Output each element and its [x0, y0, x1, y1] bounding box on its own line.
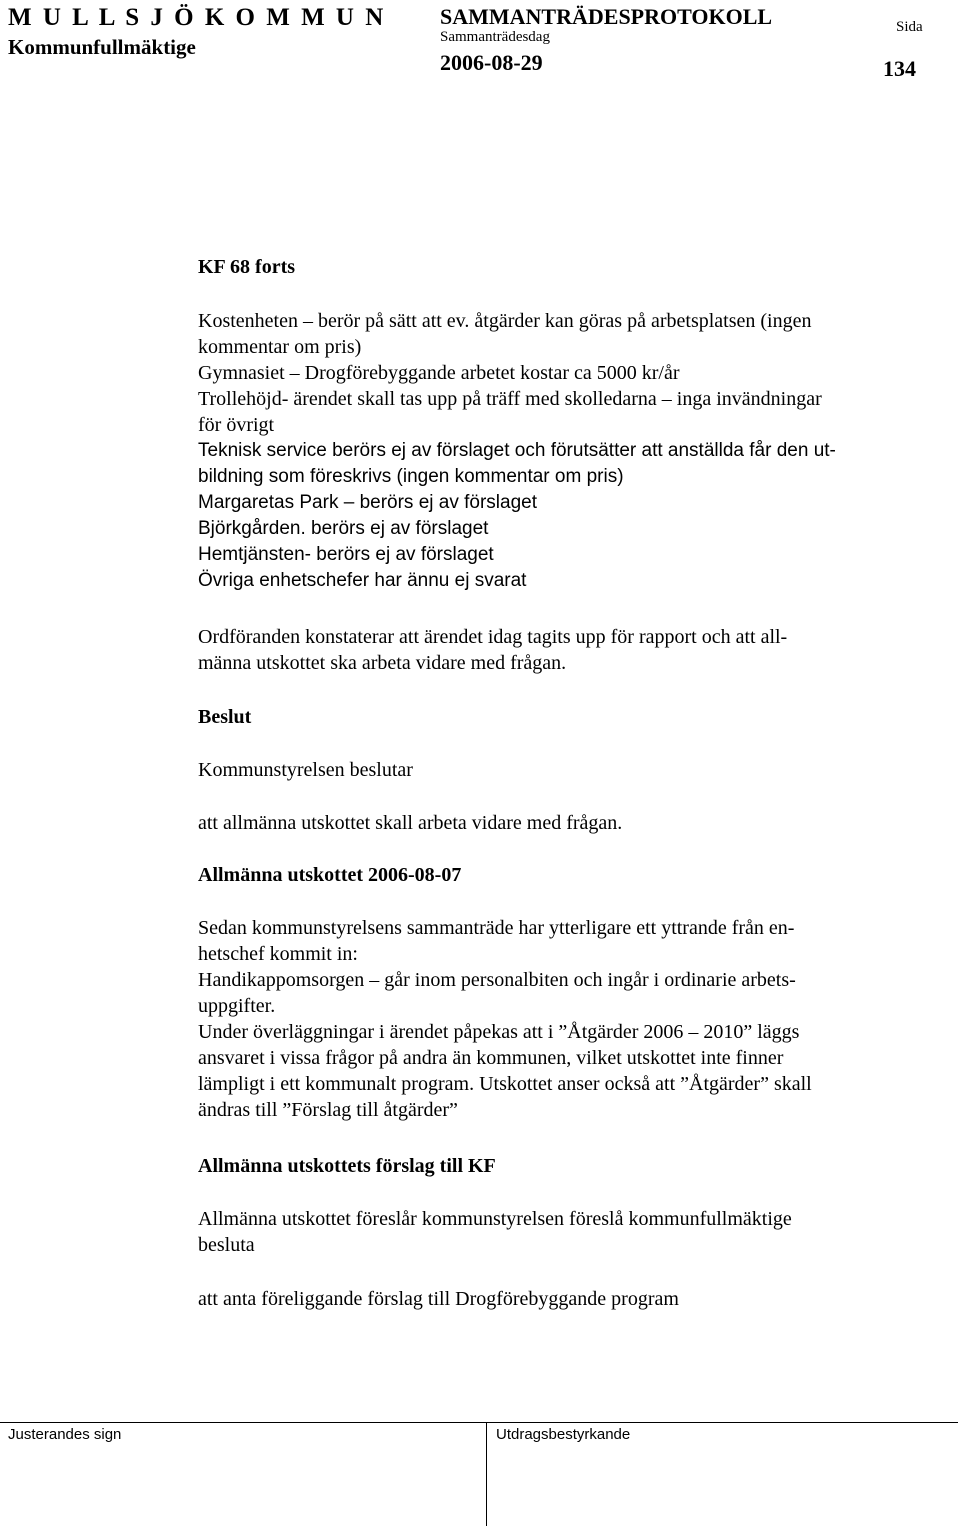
text-line: Margaretas Park – berörs ej av förslaget: [198, 492, 537, 513]
text-line: Gymnasiet – Drogförebyggande arbetet kostar ca 5000 kr/år: [198, 362, 680, 384]
text-fragment: Björkgården.: [198, 518, 306, 539]
text-line: Sedan kommunstyrelsens sammanträde har ytterligare ett yttrande från en-: [198, 917, 795, 939]
text-line: hetschef kommit in:: [198, 943, 358, 965]
text-fragment: berörs ej av förslaget: [311, 518, 489, 539]
signature-footer: [0, 1422, 960, 1526]
decision-line-1: Kommunstyrelsen beslutar: [198, 759, 413, 781]
text-line: ansvaret i vissa frågor på andra än kommunen, vilket utskottet inte finner: [198, 1047, 784, 1069]
meeting-date: 2006-08-29: [440, 50, 543, 75]
text-line: Teknisk service berörs ej av förslaget och förutsätter att anställda får den ut-: [198, 440, 836, 461]
text-line: Ordföranden konstaterar att ärendet idag tagits upp för rapport och att all-: [198, 626, 788, 648]
section-heading: KF 68 forts: [198, 256, 296, 278]
text-line: Trollehöjd- ärendet skall tas upp på träff med skolledarna – inga invändningar: [198, 388, 822, 410]
text-line: uppgifter.: [198, 995, 276, 1017]
paragraph-5: [198, 1206, 918, 1258]
meeting-date-label: Sammanträdesdag: [440, 29, 550, 45]
page-number: 134: [883, 56, 916, 81]
footer-rule: [0, 1422, 958, 1423]
adjuster-sign-label: Justerandes sign: [8, 1426, 122, 1443]
decision-heading: Beslut: [198, 706, 252, 728]
page-label: Sida: [896, 19, 923, 35]
decision-line-2: att allmänna utskottet skall arbeta vidare med frågan.: [198, 812, 623, 834]
paragraph-1: [198, 308, 918, 438]
text-line: Allmänna utskottet föreslår kommunstyrelsen föreslå kommunfullmäktige: [198, 1208, 792, 1230]
text-line: Hemtjänsten- berörs ej av förslaget: [198, 544, 494, 565]
text-line: besluta: [198, 1234, 255, 1256]
text-line: männa utskottet ska arbeta vidare med frågan.: [198, 652, 567, 674]
text-line: Kostenheten – berör på sätt att ev. åtgärder kan göras på arbetsplatsen (ingen: [198, 310, 812, 332]
committee-heading: Allmänna utskottet 2006-08-07: [198, 864, 462, 886]
text-line: Under överläggningar i ärendet påpekas att i ”Åtgärder 2006 – 2010” läggs: [198, 1021, 800, 1043]
assembly-name: Kommunfullmäktige: [8, 35, 196, 59]
paragraph-3: [198, 624, 918, 676]
paragraph-6: att anta föreliggande förslag till Drogförebyggande program: [198, 1288, 679, 1310]
text-line: för övrigt: [198, 414, 275, 436]
text-line: kommentar om pris): [198, 336, 362, 358]
text-line: [198, 516, 918, 542]
paragraph-4: [198, 915, 918, 1123]
text-line: bildning som föreskrivs (ingen kommentar om pris): [198, 466, 624, 487]
text-line: Övriga enhetschefer har ännu ej svarat: [198, 570, 527, 591]
proposal-heading: Allmänna utskottets förslag till KF: [198, 1155, 496, 1177]
certification-label: Utdragsbestyrkande: [496, 1426, 631, 1443]
text-line: lämpligt i ett kommunalt program. Utskottet anser också att ”Åtgärder” skall: [198, 1073, 812, 1095]
footer-divider: [486, 1422, 487, 1526]
paragraph-2: [198, 438, 918, 594]
document-title: SAMMANTRÄDESPROTOKOLL: [440, 4, 773, 29]
text-line: ändras till ”Förslag till åtgärder”: [198, 1099, 458, 1121]
text-line: Handikappomsorgen – går inom personalbiten och ingår i ordinarie arbets-: [198, 969, 796, 991]
municipality-name: M U L L S J Ö K O M M U N: [8, 4, 386, 31]
